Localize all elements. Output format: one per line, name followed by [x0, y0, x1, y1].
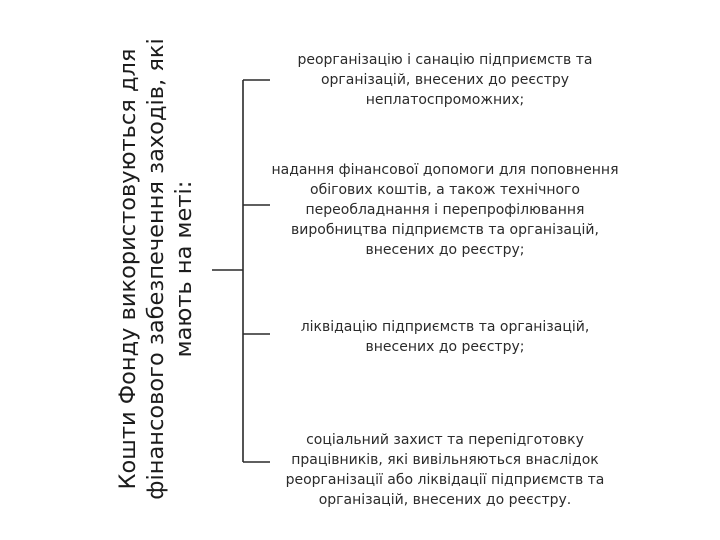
root-label: Кошти Фонду використовуються для фінансового забезпечення заходів, які мають на меті: — [115, 38, 197, 500]
item-financial-aid: надання фінансової допомоги для поповнення обігових коштів, а також технічного переобладнання і перепрофілювання виробництва підприємств та організацій, внесених до реєстру; — [271, 162, 619, 258]
item-social-protection: соціальний захист та перепідготовку працівників, які вивільняються внаслідок реорганізації або ліквідації підприємств та організацій, внесених до реєстру. — [285, 432, 605, 508]
item-liquidation: ліквідацію підприємств та організацій, внесених до реєстру; — [300, 319, 590, 355]
item-reorganization: реорганізацію і санацію підприємств та організацій, внесених до реєстру неплатоспроможних; — [297, 52, 593, 108]
